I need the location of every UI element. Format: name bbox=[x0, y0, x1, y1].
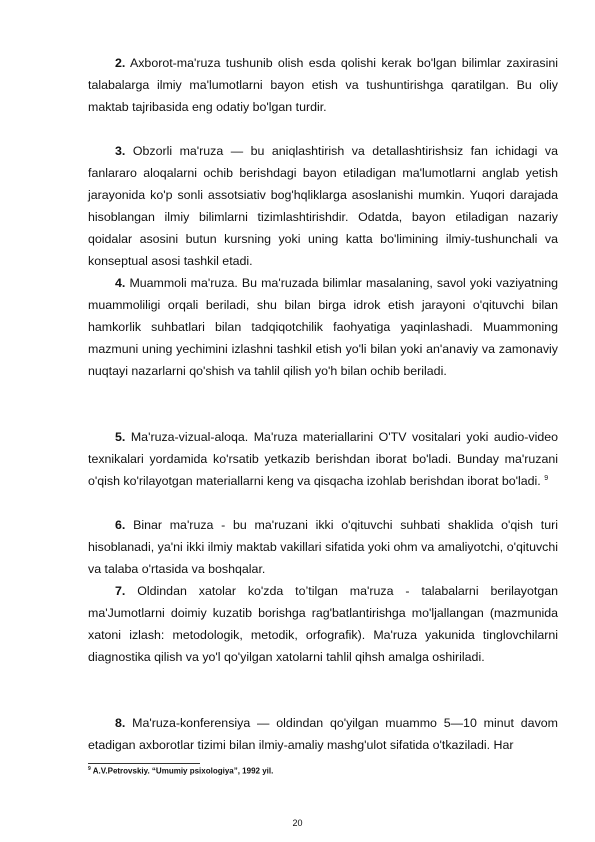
paragraph-text: Ma'ruza-vizual-aloqa. Ma'ruza materiallarini O'TV vositalari yoki audio-video texnikalari yordamida ko'rsatib yetkazib berishdan iborat bo'ladi. Bunday ma'ruzani o'qish ko'rilayotgan materiallarni keng va qisqacha izohlab berishdan iborat bo'ladi. bbox=[88, 430, 558, 489]
footnote bbox=[88, 766, 273, 776]
page-number: 20 bbox=[292, 818, 303, 828]
paragraph-text: Oldindan xatolar ko'zda to’tilgan ma'ruza - talabalarni berilayotgan ma'Jumotlarni doimiy kuzatib borishga rag'batlantirishga mo'ljallangan (mazmunida xatoni izlash: metodologik, metodik, orfografik). Ma'ruza yakunida tinglovchilarni diagnostika qilish va yo'l qo'yilgan xatolarni tahlil qihsh amalga oshiriladi. bbox=[88, 584, 558, 665]
paragraph-2 bbox=[88, 52, 558, 118]
item-number: 4. bbox=[115, 276, 126, 290]
paragraph-text: Ma'ruza-konferensiya — oldindan qo'yilgan muammo 5—10 minut davom etadigan axborotlar tizimi bilan ilmiy-amaliy mashg'ulot sifatida o'tkaziladi. Har bbox=[88, 716, 558, 753]
item-number: 6. bbox=[115, 518, 126, 532]
paragraph-text: Axborot-ma'ruza tushunib olish esda qolishi kerak bo'lgan bilimlar zaxirasini talabalarga ilmiy ma'lumotlarni bayon etish va tushuntirishga qaratilgan. Bu oliy maktab tajribasida eng odatiy bo'lgan turdir. bbox=[88, 56, 558, 115]
paragraph-7 bbox=[88, 580, 558, 668]
paragraph-4 bbox=[88, 272, 558, 382]
item-number: 2. bbox=[115, 56, 126, 70]
paragraph-5 bbox=[88, 426, 558, 492]
item-number: 3. bbox=[115, 144, 126, 158]
paragraph-8 bbox=[88, 712, 558, 756]
item-number: 8. bbox=[115, 716, 126, 730]
footnote-ref: 9 bbox=[544, 475, 549, 483]
footnote-mark: 9 bbox=[88, 766, 91, 772]
item-number: 7. bbox=[115, 584, 126, 598]
paragraph-6 bbox=[88, 514, 558, 580]
item-number: 5. bbox=[115, 430, 126, 444]
footnote-divider bbox=[88, 763, 200, 764]
paragraph-text: Binar ma'ruza - bu ma'ruzani ikki o'qituvchi suhbati shaklida o'qish turi hisoblanadi, ya'ni ikki ilmiy maktab vakillari sifatida yoki ohm va amaliyotchi, o'qituvchi va talaba o'rtasida va boshqalar. bbox=[88, 518, 558, 577]
paragraph-3 bbox=[88, 140, 558, 273]
paragraph-text: Obzorli ma'ruza — bu aniqlashtirish va detallashtirishsiz fan ichidagi va fanlararo aloqalarni ochib berishdagi bayon etiladigan ma'lumotlarni anglab yetish jarayonida ko'p sonli assotsiativ bog'hqliklarga asoslanishi mumkin. Yuqori darajada hisoblangan ilmiy bilimlarni tizimlashtirishdir. Odatda, bayon etiladigan nazariy qoidalar asosini butun kursning yoki uning katta bo'limining ilmiy-tushunchali va konseptual asosi tashkil etadi. bbox=[88, 144, 558, 269]
footnote-text: A.V.Petrovskiy. “Umumiy psixologiya”, 1992 yil. bbox=[92, 766, 274, 776]
paragraph-text: Muammoli ma'ruza. Bu ma'ruzada bilimlar masalaning, savol yoki vaziyatning muammoliligi orqali beriladi, shu bilan birga idrok etish jarayoni o'qituvchi bilan hamkorlik suhbatlari bilan tadqiqotchilik faohyatiga yaqinlashadi. Muammoning mazmuni uning yechimini izlashni tashkil etish yo'li bilan yoki an'anaviy va zamonaviy nuqtayi nazarlarni qo'shish va tahlil qilish yo'h bilan ochib beriladi. bbox=[88, 276, 558, 379]
